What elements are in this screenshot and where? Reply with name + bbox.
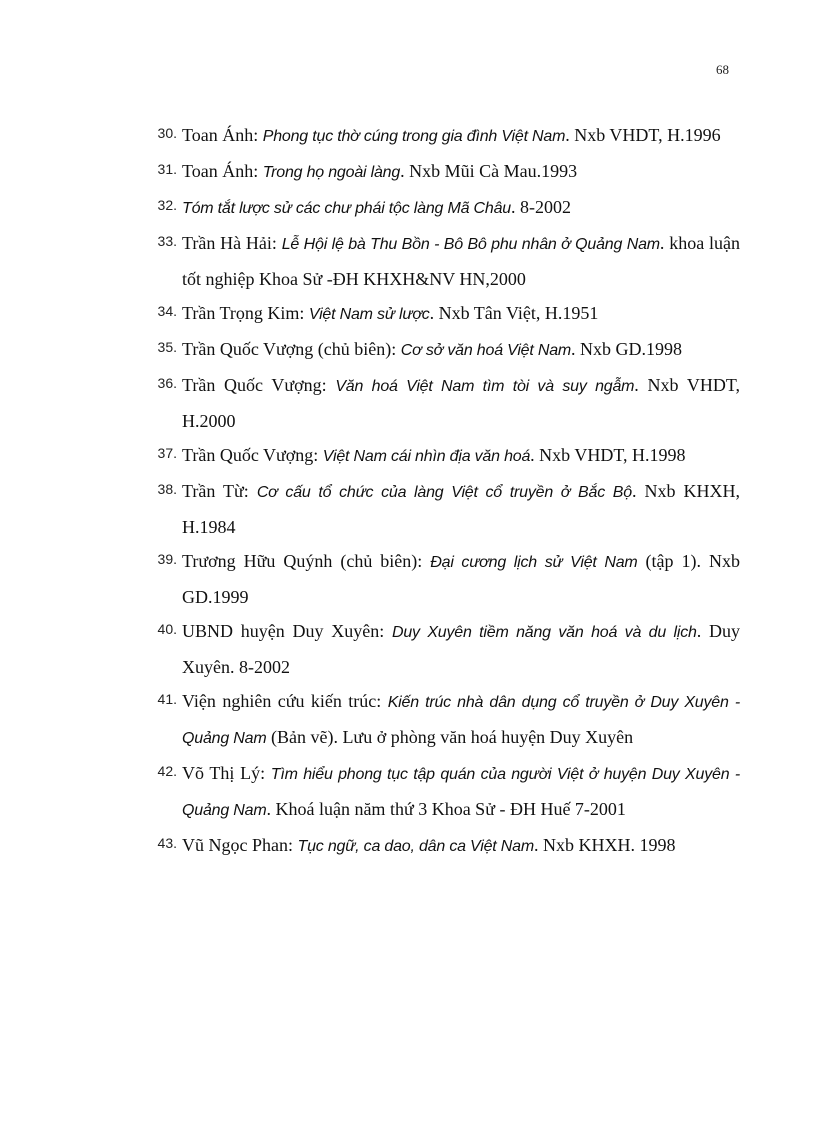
reference-number: 31. (157, 161, 177, 177)
reference-number: 41. (157, 691, 177, 707)
reference-publisher: . Duy Xuyên. 8-2002 (182, 621, 740, 677)
reference-author: Toan Ánh: (182, 125, 263, 145)
reference-number: 37. (157, 445, 177, 461)
reference-number: 36. (157, 375, 177, 391)
reference-title: Việt Nam sử lược (308, 306, 430, 323)
reference-number: 32. (157, 197, 177, 213)
reference-item (0, 438, 816, 474)
reference-publisher: . Nxb KHXH. 1998 (533, 835, 676, 855)
reference-item (0, 368, 816, 438)
reference-author: Trần Từ: (182, 481, 257, 501)
reference-text (182, 544, 740, 614)
reference-number: 35. (157, 339, 177, 355)
reference-author: Võ Thị Lý: (182, 763, 271, 783)
reference-publisher: . Nxb Mũi Cà Mau.1993 (400, 161, 578, 181)
reference-title: Tìm hiểu phong tục tập quán của người Việt ở huyện Duy Xuyên - Quảng Nam (182, 766, 741, 819)
reference-publisher: . Nxb VHDT, H.1998 (530, 445, 686, 465)
reference-text (182, 118, 740, 154)
reference-author: Trần Quốc Vượng: (182, 375, 336, 395)
reference-number: 38. (157, 481, 177, 497)
reference-item (0, 828, 816, 864)
reference-number: 42. (157, 763, 177, 779)
reference-author: Trần Quốc Vượng: (182, 445, 323, 465)
reference-author: Viện nghiên cứu kiến trúc: (182, 691, 388, 711)
reference-item (0, 684, 816, 756)
reference-text (182, 438, 740, 474)
reference-number: 40. (157, 621, 177, 637)
reference-publisher: . Nxb VHDT, H.2000 (182, 375, 740, 431)
reference-author: Toan Ánh: (182, 161, 263, 181)
reference-text (182, 828, 740, 864)
reference-publisher: . Nxb Tân Việt, H.1951 (429, 303, 599, 323)
reference-publisher: . 8-2002 (511, 197, 572, 217)
reference-title: Văn hoá Việt Nam tìm tòi và suy ngẫm (335, 378, 635, 395)
reference-item (0, 118, 816, 154)
reference-list (0, 118, 816, 864)
reference-text (182, 332, 740, 368)
reference-publisher: . khoa luận tốt nghiệp Khoa Sử -ĐH KHXH&NV HN,2000 (182, 233, 740, 289)
reference-item (0, 190, 816, 226)
reference-item (0, 474, 816, 544)
reference-publisher: (Bản vẽ). Lưu ở phòng văn hoá huyện Duy Xuyên (266, 727, 634, 747)
reference-title: Duy Xuyên tiềm năng văn hoá và du lịch (391, 624, 697, 641)
reference-text (182, 190, 740, 226)
reference-text (182, 756, 740, 828)
reference-publisher: . Nxb GD.1998 (571, 339, 683, 359)
reference-number: 33. (157, 233, 177, 249)
reference-item (0, 296, 816, 332)
page-number: 68 (716, 62, 729, 77)
reference-item (0, 226, 816, 296)
reference-title: Việt Nam cái nhìn địa văn hoá (322, 448, 531, 465)
reference-title: Tục ngữ, ca dao, dân ca Việt Nam (297, 838, 534, 855)
reference-text (182, 154, 740, 190)
reference-number: 43. (157, 835, 177, 851)
reference-author: Vũ Ngọc Phan: (182, 835, 298, 855)
reference-title: Đại cương lịch sử Việt Nam (430, 554, 638, 571)
reference-author: Trương Hữu Quýnh (chủ biên): (182, 551, 431, 571)
reference-number: 30. (157, 125, 177, 141)
reference-text (182, 474, 740, 544)
reference-title: Cơ cấu tổ chức của làng Việt cổ truyền ở Bắc Bộ (256, 484, 632, 501)
reference-item (0, 544, 816, 614)
reference-text (182, 684, 740, 756)
reference-item (0, 614, 816, 684)
reference-author: Trần Hà Hải: (182, 233, 282, 253)
reference-title: Kiến trúc nhà dân dụng cổ truyền ở Duy Xuyên - Quảng Nam (182, 694, 740, 747)
reference-author: Trần Trọng Kim: (182, 303, 309, 323)
reference-text (182, 226, 740, 296)
reference-text (182, 296, 740, 332)
reference-item (0, 756, 816, 828)
reference-text (182, 368, 740, 438)
reference-publisher: . Nxb VHDT, H.1996 (565, 125, 721, 145)
reference-item (0, 154, 816, 190)
reference-title: Phong tục thờ cúng trong gia đình Việt Nam (262, 128, 566, 145)
reference-title: Trong họ ngoài làng (262, 164, 401, 181)
reference-title: Cơ sở văn hoá Việt Nam (400, 342, 572, 359)
reference-author: Trần Quốc Vượng (chủ biên): (182, 339, 401, 359)
reference-publisher: (tập 1). Nxb GD.1999 (182, 551, 740, 607)
reference-title: Lễ Hội lệ bà Thu Bồn - Bô Bô phu nhân ở Quảng Nam (281, 236, 660, 253)
reference-text (182, 614, 740, 684)
reference-publisher: . Nxb KHXH, H.1984 (182, 481, 740, 537)
reference-publisher: . Khoá luận năm thứ 3 Khoa Sử - ĐH Huế 7-2001 (266, 799, 626, 819)
reference-title: Tóm tắt lược sử các chư phái tộc làng Mã Châu (182, 200, 512, 217)
reference-item (0, 332, 816, 368)
reference-number: 34. (157, 303, 177, 319)
reference-author: UBND huyện Duy Xuyên: (182, 621, 392, 641)
reference-number: 39. (157, 551, 177, 567)
